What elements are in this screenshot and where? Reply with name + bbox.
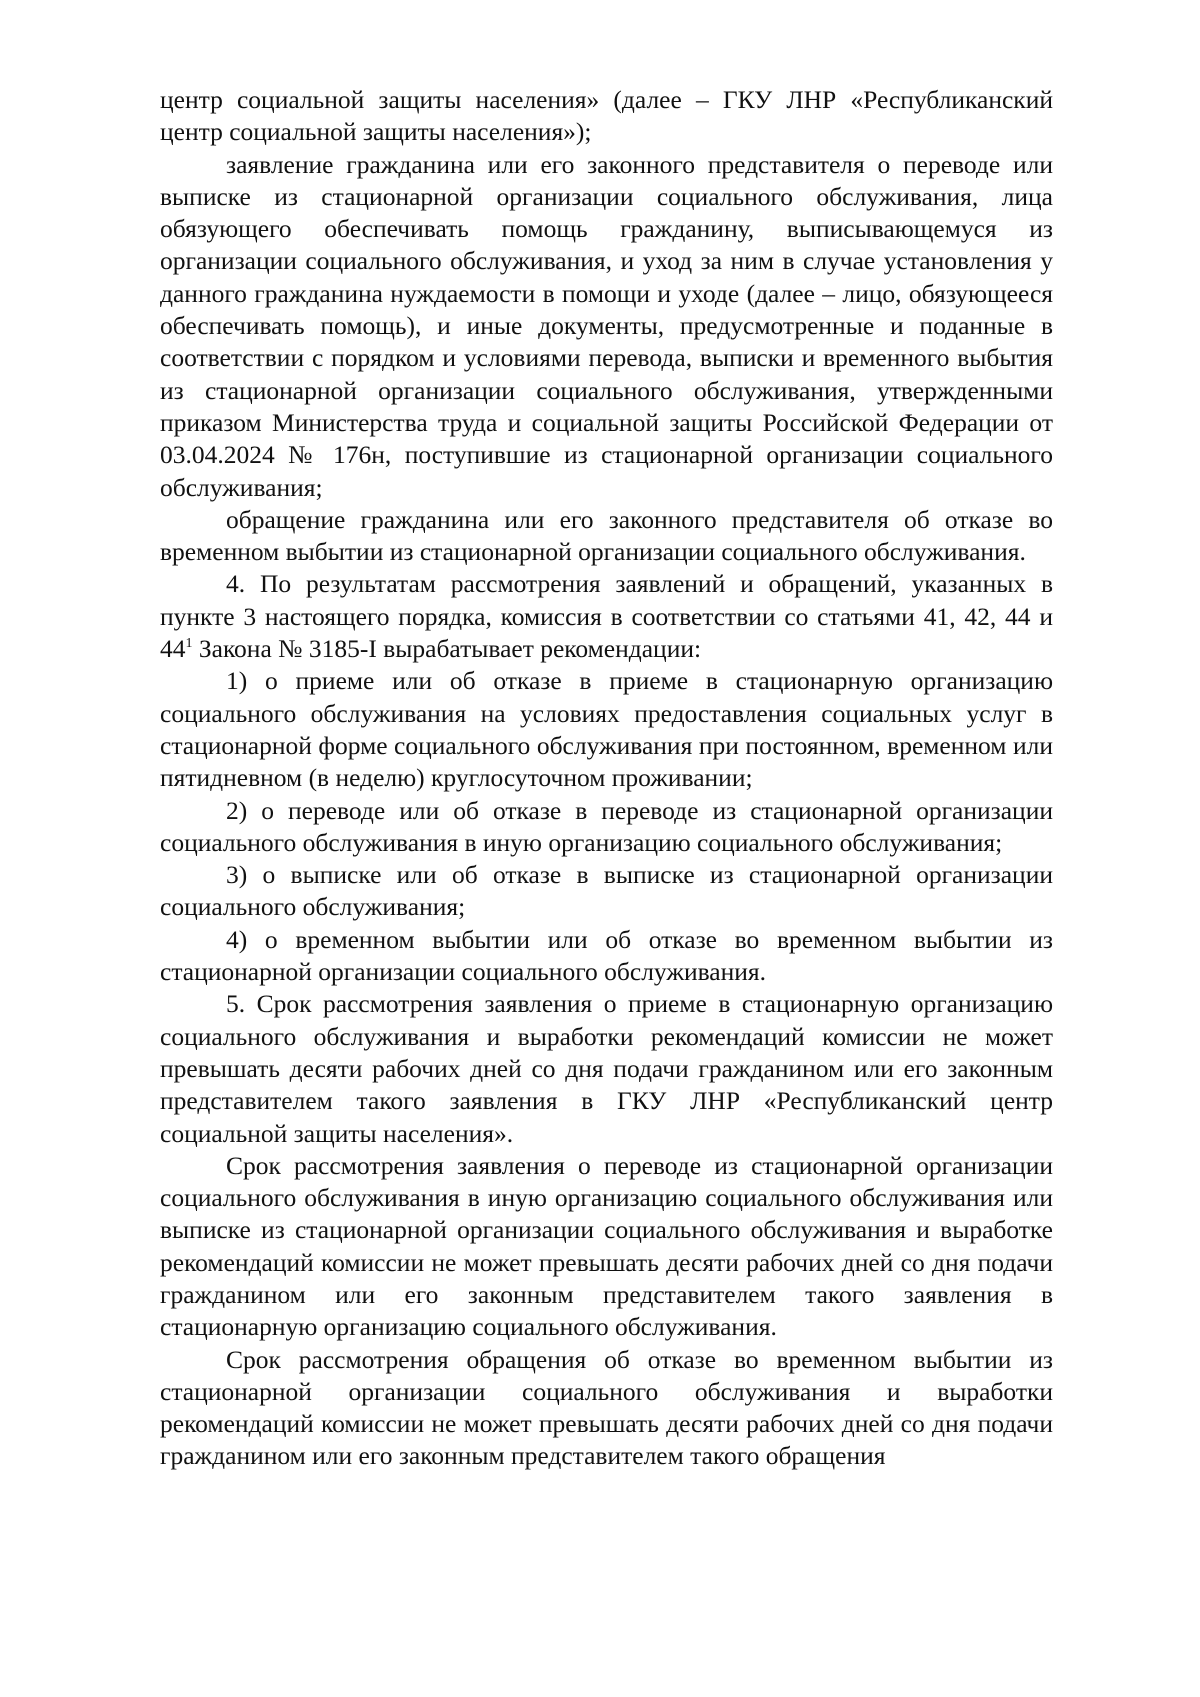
item-4-text-end: Закона № 3185-I вырабатывает рекомендации: <box>192 634 702 664</box>
paragraph-continuation: центр социальной защиты населения» (далее – ГКУ ЛНР «Республиканский центр социальной защиты населения»); <box>160 85 1053 147</box>
superscript: 1 <box>185 636 193 652</box>
paragraph-appeal-deadline: Срок рассмотрения обращения об отказе во временном выбытии из стационарной организации социального обслуживания и выработки рекомендаций комиссии не может превышать десяти рабочих дней со дня подачи гражданином или его законным представителем такого обращения <box>160 1344 1053 1471</box>
paragraph-appeal-refusal: обращение гражданина или его законного представителя об отказе во временном выбытии из стационарной организации социального обслуживания. <box>160 504 1053 567</box>
paragraph-item-4 <box>160 568 1053 665</box>
subitem-4: 4) о временном выбытии или об отказе во временном выбытии из стационарной организации социального обслуживания. <box>160 924 1053 987</box>
paragraph-transfer-deadline: Срок рассмотрения заявления о переводе из стационарной организации социального обслуживания в иную организацию социального обслуживания или выписке из стационарной организации социального обслуживания и выработке рекомендаций комиссии не может превышать десяти рабочих дней со дня подачи гражданином или его законным представителем такого заявления в стационарную организацию социального обслуживания. <box>160 1150 1053 1342</box>
paragraph-application-transfer: заявление гражданина или его законного представителя о переводе или выписке из стационарной организации социального обслуживания, лица обязующего обеспечивать помощь гражданину, выписывающемуся из организации социального обслуживания, и уход за ним в случае установления у данного гражданина нуждаемости в помощи и уходе (далее – лицо, обязующееся обеспечивать помощь), и иные документы, предусмотренные и поданные в соответствии с порядком и условиями перевода, выписки и временного выбытия из стационарной организации социального обслуживания, утвержденными приказом Министерства труда и социальной защиты Российской Федерации от 03.04.2024 № 176н, поступившие из стационарной организации социального обслуживания; <box>160 149 1053 502</box>
subitem-3: 3) о выписке или об отказе в выписке из стационарной организации социального обслуживания; <box>160 860 1053 922</box>
subitem-2: 2) о переводе или об отказе в переводе из стационарной организации социального обслуживания в иную организацию социального обслуживания; <box>160 795 1053 857</box>
document-page <box>160 84 1053 1473</box>
item-4-text: 4. По результатам рассмотрения заявлений и обращений, указанных в пункте 3 настоящего порядка, комиссия в соответствии со статьями 41, 42, 44 и 44 <box>160 569 1053 664</box>
paragraph-item-5: 5. Срок рассмотрения заявления о приеме в стационарную организацию социального обслуживания и выработки рекомендаций комиссии не может превышать десяти рабочих дней со дня подачи гражданином или его законным представителем такого заявления в ГКУ ЛНР «Республиканский центр социальной защиты населения». <box>160 989 1053 1148</box>
subitem-1: 1) о приеме или об отказе в приеме в стационарную организацию социального обслуживания на условиях предоставления социальных услуг в стационарной форме социального обслуживания при постоянном, временном или пятидневном (в неделю) круглосуточном проживании; <box>160 666 1053 793</box>
